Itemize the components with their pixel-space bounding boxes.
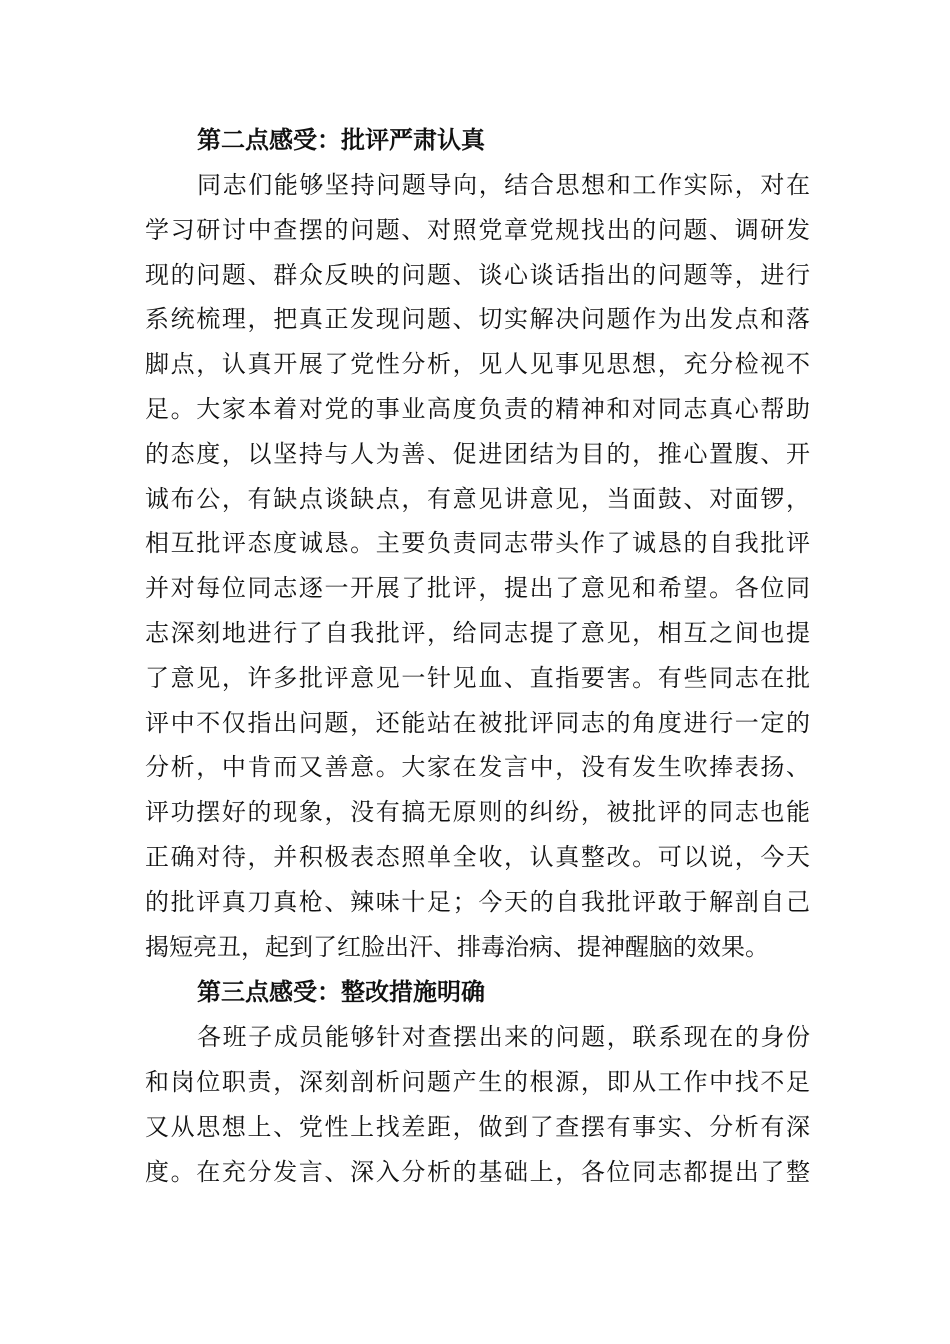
text-line: 了意见，许多批评意见一针见血、直指要害。有些同志在批 <box>145 663 810 692</box>
text-line: 的批评真刀真枪、辣味十足；今天的自我批评敢于解剖自己 <box>145 887 810 916</box>
text-line: 评中不仅指出问题，还能站在被批评同志的角度进行一定的 <box>145 708 810 737</box>
text-line: 度。在充分发言、深入分析的基础上，各位同志都提出了整 <box>145 1157 810 1186</box>
text-line: 学习研讨中查摆的问题、对照党章党规找出的问题、调研发 <box>145 215 810 244</box>
text-line: 揭短亮丑，起到了红脸出汗、排毒治病、提神醒脑的效果。 <box>145 932 769 961</box>
text-line: 各班子成员能够针对查摆出来的问题，联系现在的身份 <box>197 1023 810 1052</box>
text-line: 的态度，以坚持与人为善、促进团结为目的，推心置腹、开 <box>145 439 810 468</box>
text-line: 脚点，认真开展了党性分析，见人见事见思想，充分检视不 <box>145 350 810 379</box>
text-line: 相互批评态度诚恳。主要负责同志带头作了诚恳的自我批评 <box>145 529 810 558</box>
paragraph-rectification <box>145 1015 810 1194</box>
paragraph-criticism <box>145 163 810 969</box>
text-line: 评功摆好的现象，没有搞无原则的纠纷，被批评的同志也能 <box>145 798 810 827</box>
text-line: 分析，中肯而又善意。大家在发言中，没有发生吹捧表扬、 <box>145 753 810 782</box>
section-heading-rectification: 第三点感受：整改措施明确 <box>197 978 485 1007</box>
text-line: 足。大家本着对党的事业高度负责的精神和对同志真心帮助 <box>145 394 810 423</box>
text-line: 系统梳理，把真正发现问题、切实解决问题作为出发点和落 <box>145 305 810 334</box>
section-heading-criticism: 第二点感受：批评严肃认真 <box>197 126 485 154</box>
text-line: 和岗位职责，深刻剖析问题产生的根源，即从工作中找不足 <box>145 1068 810 1097</box>
text-line: 并对每位同志逐一开展了批评，提出了意见和希望。各位同 <box>145 574 810 603</box>
text-line: 又从思想上、党性上找差距，做到了查摆有事实、分析有深 <box>145 1112 810 1141</box>
text-line: 同志们能够坚持问题导向，结合思想和工作实际，对在 <box>197 171 810 199</box>
text-line: 现的问题、群众反映的问题、谈心谈话指出的问题等，进行 <box>145 260 810 289</box>
text-line: 正确对待，并积极表态照单全收，认真整改。可以说，今天 <box>145 842 810 871</box>
text-line: 诚布公，有缺点谈缺点，有意见讲意见，当面鼓、对面锣， <box>145 484 810 513</box>
text-line: 志深刻地进行了自我批评，给同志提了意见，相互之间也提 <box>145 618 810 647</box>
document-body <box>145 117 810 1195</box>
